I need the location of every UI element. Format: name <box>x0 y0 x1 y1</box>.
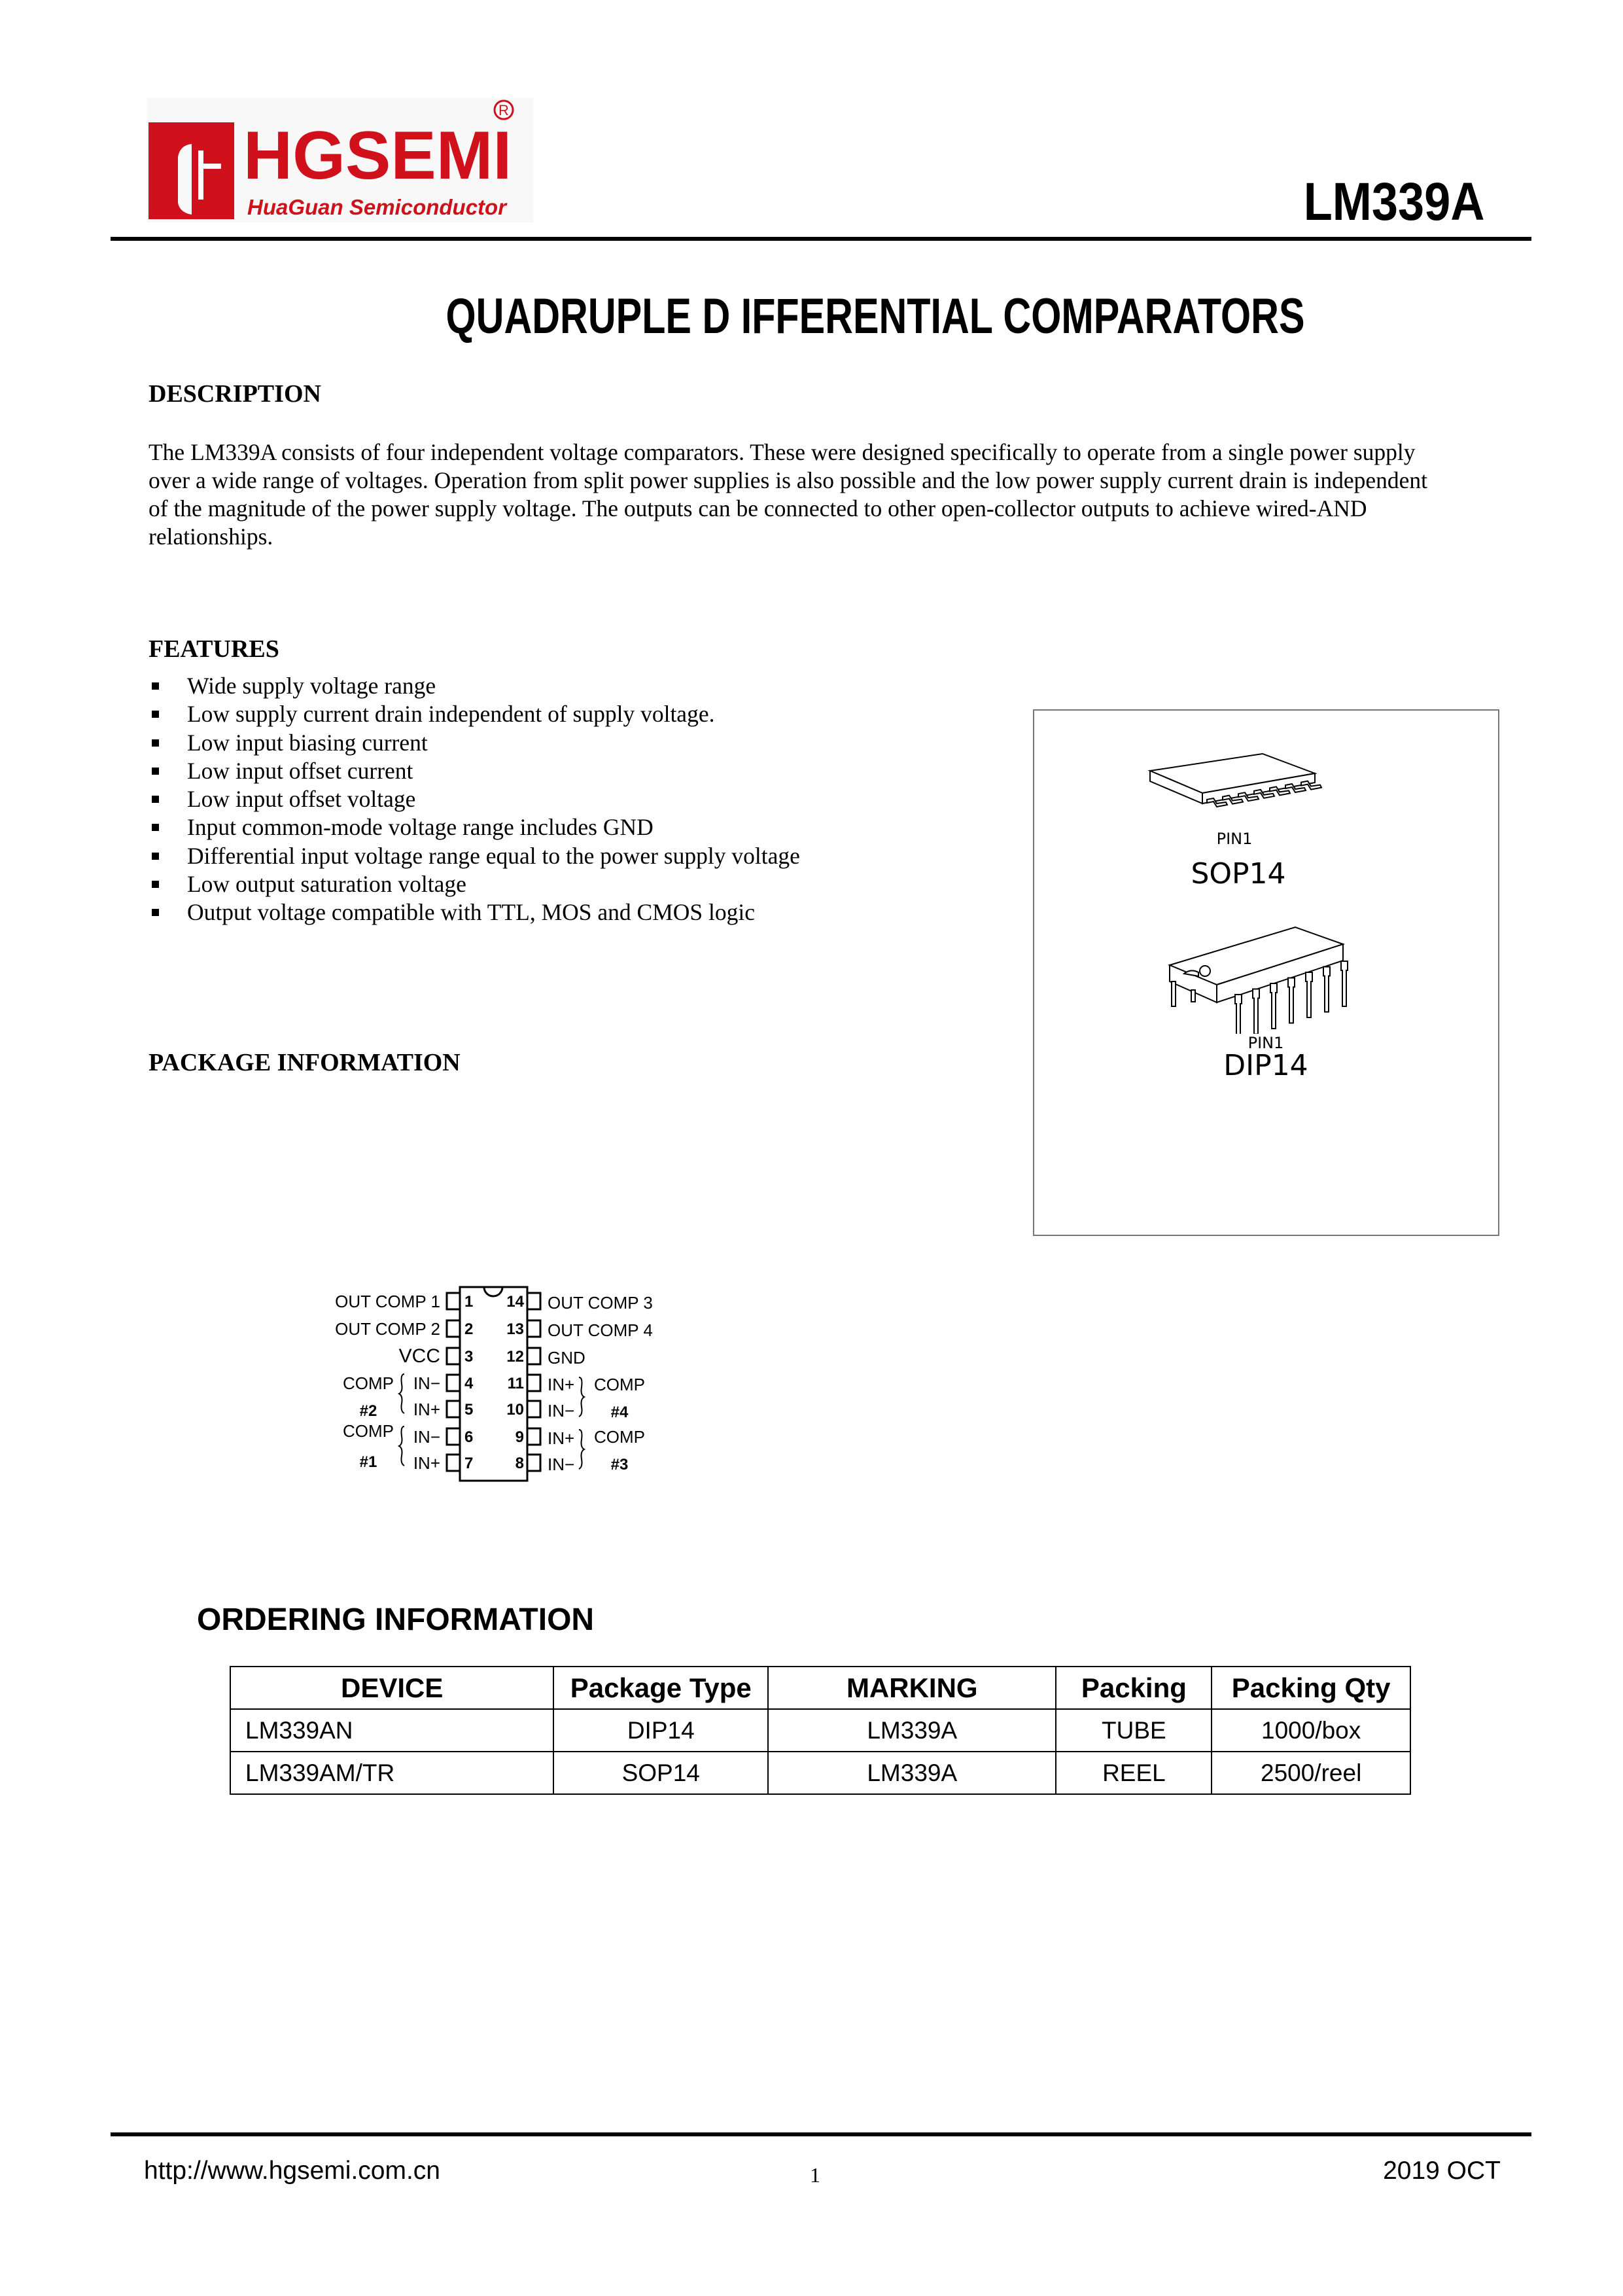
pin-label: GND <box>548 1348 585 1368</box>
bullet-icon <box>152 909 159 916</box>
dip-lead <box>1341 961 1348 1006</box>
pin-pad <box>447 1401 460 1417</box>
comp1-label: COMP <box>343 1421 394 1441</box>
sop14-package-drawing <box>1138 752 1335 828</box>
pin-pad <box>527 1401 540 1417</box>
footer-url-link[interactable]: http://www.hgsemi.com.cn <box>144 2157 440 2185</box>
dip14-label: DIP14 <box>1223 1049 1308 1082</box>
list-item: Input common-mode voltage range includes GND <box>148 813 800 841</box>
dip-lead <box>1270 983 1277 1029</box>
column-header: DEVICE <box>230 1667 553 1709</box>
table-cell: LM339A <box>768 1709 1056 1752</box>
list-item: Output voltage compatible with TTL, MOS and CMOS logic <box>148 898 800 927</box>
pin-pad <box>447 1293 460 1309</box>
pin-number: 7 <box>464 1455 474 1472</box>
description-heading: DESCRIPTION <box>148 380 321 408</box>
package-info-heading: PACKAGE INFORMATION <box>148 1049 461 1076</box>
comp2-number: #2 <box>359 1402 377 1420</box>
features-heading: FEATURES <box>148 635 279 663</box>
pin-pad <box>447 1375 460 1391</box>
dip14-pin1-label: PIN1 <box>1248 1034 1284 1052</box>
pin-number: 4 <box>464 1375 474 1392</box>
bullet-icon <box>152 711 159 718</box>
description-paragraph <box>148 438 1427 551</box>
pin-pad <box>527 1428 540 1445</box>
table-cell: LM339AM/TR <box>230 1752 553 1794</box>
page-number: 1 <box>810 2163 820 2187</box>
pin-label: OUT COMP 3 <box>548 1293 653 1313</box>
pin-label: OUT COMP 1 <box>335 1292 440 1311</box>
pin-number: 11 <box>507 1375 524 1392</box>
table-cell: 1000/box <box>1212 1709 1410 1752</box>
dip-lead <box>1253 989 1259 1034</box>
pin-pad <box>527 1455 540 1471</box>
pin-number: 2 <box>464 1320 474 1338</box>
dip14-package-drawing <box>1164 923 1354 1034</box>
comp4-number: #4 <box>610 1404 629 1421</box>
table-row <box>230 1752 1410 1794</box>
column-header: Package Type <box>553 1667 768 1709</box>
pin-number: 12 <box>506 1348 524 1366</box>
description-line: relationships. <box>148 523 273 550</box>
list-item: Differential input voltage range equal to the power supply voltage <box>148 842 800 870</box>
part-number: LM339A <box>1303 172 1484 232</box>
pin-number: 8 <box>515 1455 524 1472</box>
pin-label: OUT COMP 4 <box>548 1320 653 1340</box>
pin-pad <box>447 1348 460 1364</box>
pin-pad <box>447 1320 460 1337</box>
bullet-icon <box>152 739 159 747</box>
description-line: over a wide range of voltages. Operation from split power supplies is also possible and the low power supply current drain is independent <box>148 467 1427 493</box>
svg-text:R: R <box>498 102 509 118</box>
pin-label: OUT COMP 2 <box>335 1319 440 1339</box>
comp1-number: #1 <box>359 1453 377 1471</box>
pin-label: IN− <box>413 1373 440 1393</box>
pin-label: IN+ <box>548 1375 575 1394</box>
header-divider <box>111 237 1531 241</box>
bullet-icon <box>152 768 159 775</box>
pinout-diagram <box>327 1276 733 1498</box>
pin-number: 5 <box>464 1401 474 1419</box>
sop14-label: SOP14 <box>1191 857 1286 891</box>
bullet-icon <box>152 853 159 860</box>
comp3-label: COMP <box>594 1427 645 1447</box>
pin-number: 6 <box>464 1428 474 1446</box>
dip-lead <box>1323 967 1330 1012</box>
table-cell: REEL <box>1056 1752 1212 1794</box>
pin-label: IN+ <box>548 1428 575 1448</box>
pin-pad <box>527 1320 540 1337</box>
logo-subtitle: HuaGuan Semiconductor <box>247 195 507 219</box>
list-item: Low supply current drain independent of supply voltage. <box>148 700 800 728</box>
bullet-icon <box>152 796 159 803</box>
pin-number: 14 <box>506 1293 524 1311</box>
table-cell: 2500/reel <box>1212 1752 1410 1794</box>
bullet-icon <box>152 881 159 888</box>
comp4-label: COMP <box>594 1375 645 1394</box>
table-cell: TUBE <box>1056 1709 1212 1752</box>
list-item: Low input offset current <box>148 757 800 785</box>
pin-pad <box>527 1293 540 1309</box>
document-title: QUADRUPLE D IFFERENTIAL COMPARATORS <box>445 289 1305 344</box>
table-cell: LM339A <box>768 1752 1056 1794</box>
pin-number: 9 <box>515 1428 524 1446</box>
sop14-pin1-label: PIN1 <box>1216 830 1253 848</box>
pin-pad <box>447 1455 460 1471</box>
features-list <box>148 672 800 927</box>
pin-label: IN− <box>548 1401 575 1421</box>
footer-divider <box>111 2132 1531 2136</box>
column-header: Packing <box>1056 1667 1212 1709</box>
ordering-info-heading: ORDERING INFORMATION <box>197 1602 595 1637</box>
pin-number: 10 <box>506 1401 524 1419</box>
pin-label: IN− <box>548 1455 575 1474</box>
pin-label: IN− <box>413 1427 440 1447</box>
column-header: MARKING <box>768 1667 1056 1709</box>
table-cell: DIP14 <box>553 1709 768 1752</box>
bullet-icon <box>152 824 159 831</box>
table-header-row <box>230 1667 1410 1709</box>
dip-lead <box>1306 972 1312 1017</box>
description-line: of the magnitude of the power supply voltage. The outputs can be connected to other open-collector outputs to achieve wired-AND <box>148 495 1367 521</box>
comp2-label: COMP <box>343 1373 394 1393</box>
pin-label: IN+ <box>413 1453 440 1473</box>
list-item: Low input offset voltage <box>148 785 800 813</box>
pin-pad <box>527 1375 540 1391</box>
list-item: Low output saturation voltage <box>148 870 800 898</box>
footer-date: 2019 OCT <box>1383 2157 1501 2185</box>
pin-label: VCC <box>398 1345 440 1367</box>
dip-lead <box>1235 995 1242 1034</box>
pin-label: IN+ <box>413 1400 440 1419</box>
column-header: Packing Qty <box>1212 1667 1410 1709</box>
pin-number: 1 <box>464 1293 474 1311</box>
pin-number: 13 <box>506 1320 524 1338</box>
table-row <box>230 1709 1410 1752</box>
table-cell: SOP14 <box>553 1752 768 1794</box>
list-item: Wide supply voltage range <box>148 672 800 700</box>
comp3-number: #3 <box>610 1456 629 1474</box>
pin-pad <box>447 1428 460 1445</box>
ordering-table <box>230 1666 1411 1795</box>
logo-text: HGSEMI <box>243 118 512 194</box>
pin-number: 3 <box>464 1348 474 1366</box>
dip-lead <box>1288 978 1295 1023</box>
table-cell: LM339AN <box>230 1709 553 1752</box>
description-line: The LM339A consists of four independent voltage comparators. These were designed specifically to operate from a single power supply <box>148 439 1416 465</box>
bullet-icon <box>152 682 159 690</box>
hgsemi-logo-mark <box>147 98 533 222</box>
list-item: Low input biasing current <box>148 729 800 757</box>
pin-pad <box>527 1348 540 1364</box>
hgsemi-logo <box>147 98 533 222</box>
